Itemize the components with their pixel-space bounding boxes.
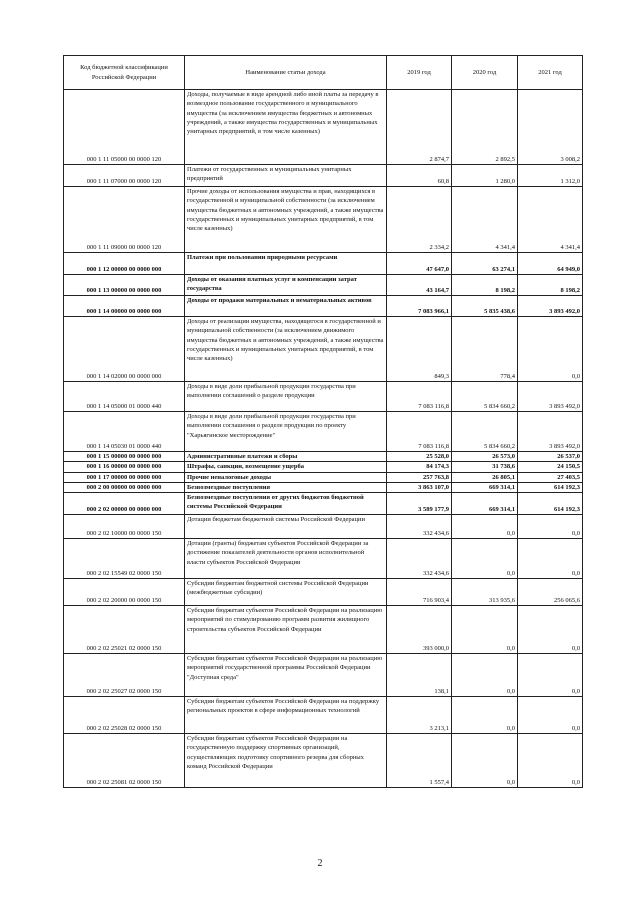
row-value-2021: 614 192,3: [518, 482, 583, 492]
page-number: 2: [317, 858, 323, 869]
row-value-2019: 332 434,6: [387, 539, 452, 579]
row-code: 000 2 02 10000 00 0000 150: [64, 515, 185, 539]
row-value-2021: 0,0: [518, 606, 583, 654]
row-value-2020: 1 280,0: [452, 165, 518, 187]
row-name: Субсидии бюджетам субъектов Российской Федерации на реализацию мероприятий по стимулированию программ развития жилищного строительства субъектов Российской Федерации: [185, 606, 387, 654]
row-name: Дотации бюджетам бюджетной системы Российской Федерации: [185, 515, 387, 539]
row-value-2019: 43 164,7: [387, 275, 452, 296]
row-value-2019: 1 557,4: [387, 734, 452, 788]
row-name: Дотации (гранты) бюджетам субъектов Российской Федерации за достижение показателей деятельности органов исполнительной власти субъектов Российской Федерации: [185, 539, 387, 579]
row-name: Платежи от государственных и муниципальных унитарных предприятий: [185, 165, 387, 187]
row-value-2019: 7 083 116,8: [387, 412, 452, 452]
row-value-2020: 5 834 660,2: [452, 382, 518, 412]
row-name: Субсидии бюджетам субъектов Российской Федерации на реализацию мероприятий государственной программы Российской Федерации "Доступная среда": [185, 654, 387, 697]
row-name: Административные платежи и сборы: [185, 452, 387, 462]
row-value-2020: 26 573,0: [452, 452, 518, 462]
row-value-2021: 27 403,5: [518, 472, 583, 482]
row-name: Штрафы, санкции, возмещение ущерба: [185, 462, 387, 472]
row-value-2021: 8 198,2: [518, 275, 583, 296]
row-value-2019: 47 647,0: [387, 253, 452, 275]
row-value-2019: 25 528,0: [387, 452, 452, 462]
row-name: Прочие доходы от использования имущества и прав, находящихся в государственной и муниципальной собственности (за исключением имущества бюджетных и автономных учреждений, а также имущества государственных и муниципальных унитарных предприятий, в том числе казенных): [185, 187, 387, 253]
table-row: [64, 654, 583, 697]
table-row: [64, 606, 583, 654]
row-value-2021: 0,0: [518, 697, 583, 734]
row-code: 000 1 16 00000 00 0000 000: [64, 462, 185, 472]
row-name: Безвозмездные поступления: [185, 482, 387, 492]
row-value-2019: 60,8: [387, 165, 452, 187]
row-code: 000 1 13 00000 00 0000 000: [64, 275, 185, 296]
row-value-2019: 84 174,3: [387, 462, 452, 472]
row-value-2021: 0,0: [518, 654, 583, 697]
row-value-2020: 4 341,4: [452, 187, 518, 253]
revenue-table: [63, 55, 583, 788]
row-code: 000 1 15 00000 00 0000 000: [64, 452, 185, 462]
row-value-2020: 0,0: [452, 734, 518, 788]
table-row: [64, 539, 583, 579]
row-code: 000 1 14 05030 01 0000 440: [64, 412, 185, 452]
table-body: [64, 90, 583, 788]
row-value-2020: 5 834 660,2: [452, 412, 518, 452]
table-row: [64, 472, 583, 482]
row-code: 000 2 00 00000 00 0000 000: [64, 482, 185, 492]
row-code: 000 1 11 07000 00 0000 120: [64, 165, 185, 187]
table-row: [64, 382, 583, 412]
row-value-2021: 0,0: [518, 317, 583, 382]
row-value-2019: 393 000,0: [387, 606, 452, 654]
row-value-2019: 257 763,8: [387, 472, 452, 482]
row-value-2019: 7 083 966,1: [387, 296, 452, 317]
row-value-2021: 26 537,0: [518, 452, 583, 462]
row-name: Доходы от продажи материальных и нематериальных активов: [185, 296, 387, 317]
row-value-2020: 63 274,1: [452, 253, 518, 275]
header-code: Код бюджетной классификации Российской Федерации: [64, 56, 185, 90]
header-name: Наименование статьи дохода: [185, 56, 387, 90]
table-row: [64, 452, 583, 462]
table-row: [64, 296, 583, 317]
row-name: Доходы от оказания платных услуг и компенсации затрат государства: [185, 275, 387, 296]
row-name: Доходы в виде доли прибыльной продукции государства при выполнении соглашений о разделе продукции: [185, 382, 387, 412]
row-code: 000 1 14 02000 00 0000 000: [64, 317, 185, 382]
row-value-2019: 138,1: [387, 654, 452, 697]
row-value-2021: 3 893 492,0: [518, 296, 583, 317]
row-value-2021: 3 893 492,0: [518, 382, 583, 412]
row-value-2021: 4 341,4: [518, 187, 583, 253]
table-row: [64, 90, 583, 165]
row-code: 000 1 11 05000 00 0000 120: [64, 90, 185, 165]
row-value-2020: 31 738,6: [452, 462, 518, 472]
row-value-2019: 3 589 177,9: [387, 493, 452, 515]
row-value-2021: 0,0: [518, 734, 583, 788]
table-row: [64, 462, 583, 472]
row-name: Безвозмездные поступления от других бюджетов бюджетной системы Российской Федерации: [185, 493, 387, 515]
table-row: [64, 734, 583, 788]
row-code: 000 1 14 00000 00 0000 000: [64, 296, 185, 317]
row-name: Субсидии бюджетам субъектов Российской Федерации на государственную поддержку спортивных организаций, осуществляющих подготовку спортивного резерва для сборных команд Российской Федерации: [185, 734, 387, 788]
row-code: 000 2 02 15549 02 0000 150: [64, 539, 185, 579]
row-value-2019: 849,3: [387, 317, 452, 382]
row-value-2020: 669 314,1: [452, 493, 518, 515]
row-value-2019: 7 083 116,8: [387, 382, 452, 412]
row-name: Субсидии бюджетам субъектов Российской Федерации на поддержку региональных проектов в сфере информационных технологий: [185, 697, 387, 734]
table-row: [64, 482, 583, 492]
row-value-2019: 332 434,6: [387, 515, 452, 539]
table-row: [64, 165, 583, 187]
table-row: [64, 697, 583, 734]
row-code: 000 1 14 05000 01 0000 440: [64, 382, 185, 412]
table-row: [64, 493, 583, 515]
table-row: [64, 317, 583, 382]
row-code: 000 2 02 25028 02 0000 150: [64, 697, 185, 734]
row-code: 000 2 02 25081 02 0000 150: [64, 734, 185, 788]
row-value-2021: 256 065,6: [518, 579, 583, 606]
row-value-2020: 0,0: [452, 515, 518, 539]
row-value-2020: 669 314,1: [452, 482, 518, 492]
row-value-2020: 2 892,5: [452, 90, 518, 165]
row-value-2021: 614 192,3: [518, 493, 583, 515]
header-2019: 2019 год: [387, 56, 452, 90]
row-value-2020: 778,4: [452, 317, 518, 382]
row-value-2021: 3 893 492,0: [518, 412, 583, 452]
row-value-2020: 0,0: [452, 654, 518, 697]
table-row: [64, 579, 583, 606]
row-code: 000 1 12 00000 00 0000 000: [64, 253, 185, 275]
row-value-2021: 0,0: [518, 539, 583, 579]
row-name: Доходы, получаемые в виде арендной либо иной платы за передачу в возмездное пользование государственного и муниципального имущества (за исключением имущества бюджетных и автономных учреждений, а также имущества государственных и муниципальных унитарных предприятий, в том числе казенных): [185, 90, 387, 165]
row-value-2019: 3 213,1: [387, 697, 452, 734]
row-value-2020: 0,0: [452, 606, 518, 654]
row-value-2020: 26 805,1: [452, 472, 518, 482]
table-row: [64, 275, 583, 296]
table-row: [64, 515, 583, 539]
row-name: Доходы от реализации имущества, находящегося в государственной и муниципальной собственности (за исключением движимого имущества бюджетных и автономных учреждений, а также имущества государственных и муниципальных унитарных предприятий, в том числе казенных): [185, 317, 387, 382]
header-2021: 2021 год: [518, 56, 583, 90]
row-value-2021: 24 150,5: [518, 462, 583, 472]
row-name: Платежи при пользовании природными ресурсами: [185, 253, 387, 275]
row-code: 000 2 02 25021 02 0000 150: [64, 606, 185, 654]
row-value-2020: 5 835 438,6: [452, 296, 518, 317]
row-value-2019: 2 874,7: [387, 90, 452, 165]
row-name: Доходы в виде доли прибыльной продукции государства при выполнении соглашения о разделе продукции по проекту "Харьягинское месторождение": [185, 412, 387, 452]
row-value-2021: 1 312,0: [518, 165, 583, 187]
table-row: [64, 187, 583, 253]
row-value-2021: 3 008,2: [518, 90, 583, 165]
row-code: 000 2 02 20000 00 0000 150: [64, 579, 185, 606]
row-value-2020: 0,0: [452, 697, 518, 734]
row-value-2019: 2 334,2: [387, 187, 452, 253]
row-value-2020: 313 935,6: [452, 579, 518, 606]
row-value-2020: 0,0: [452, 539, 518, 579]
row-value-2021: 0,0: [518, 515, 583, 539]
table-row: [64, 253, 583, 275]
row-code: 000 1 17 00000 00 0000 000: [64, 472, 185, 482]
row-name: Субсидии бюджетам бюджетной системы Российской Федерации (межбюджетные субсидии): [185, 579, 387, 606]
table-header-row: [64, 56, 583, 90]
row-value-2019: 3 863 107,0: [387, 482, 452, 492]
row-name: Прочие неналоговые доходы: [185, 472, 387, 482]
row-code: 000 1 11 09000 00 0000 120: [64, 187, 185, 253]
table-row: [64, 412, 583, 452]
row-value-2020: 8 198,2: [452, 275, 518, 296]
row-code: 000 2 02 25027 02 0000 150: [64, 654, 185, 697]
row-code: 000 2 02 00000 00 0000 000: [64, 493, 185, 515]
row-value-2021: 64 949,0: [518, 253, 583, 275]
header-2020: 2020 год: [452, 56, 518, 90]
row-value-2019: 716 903,4: [387, 579, 452, 606]
